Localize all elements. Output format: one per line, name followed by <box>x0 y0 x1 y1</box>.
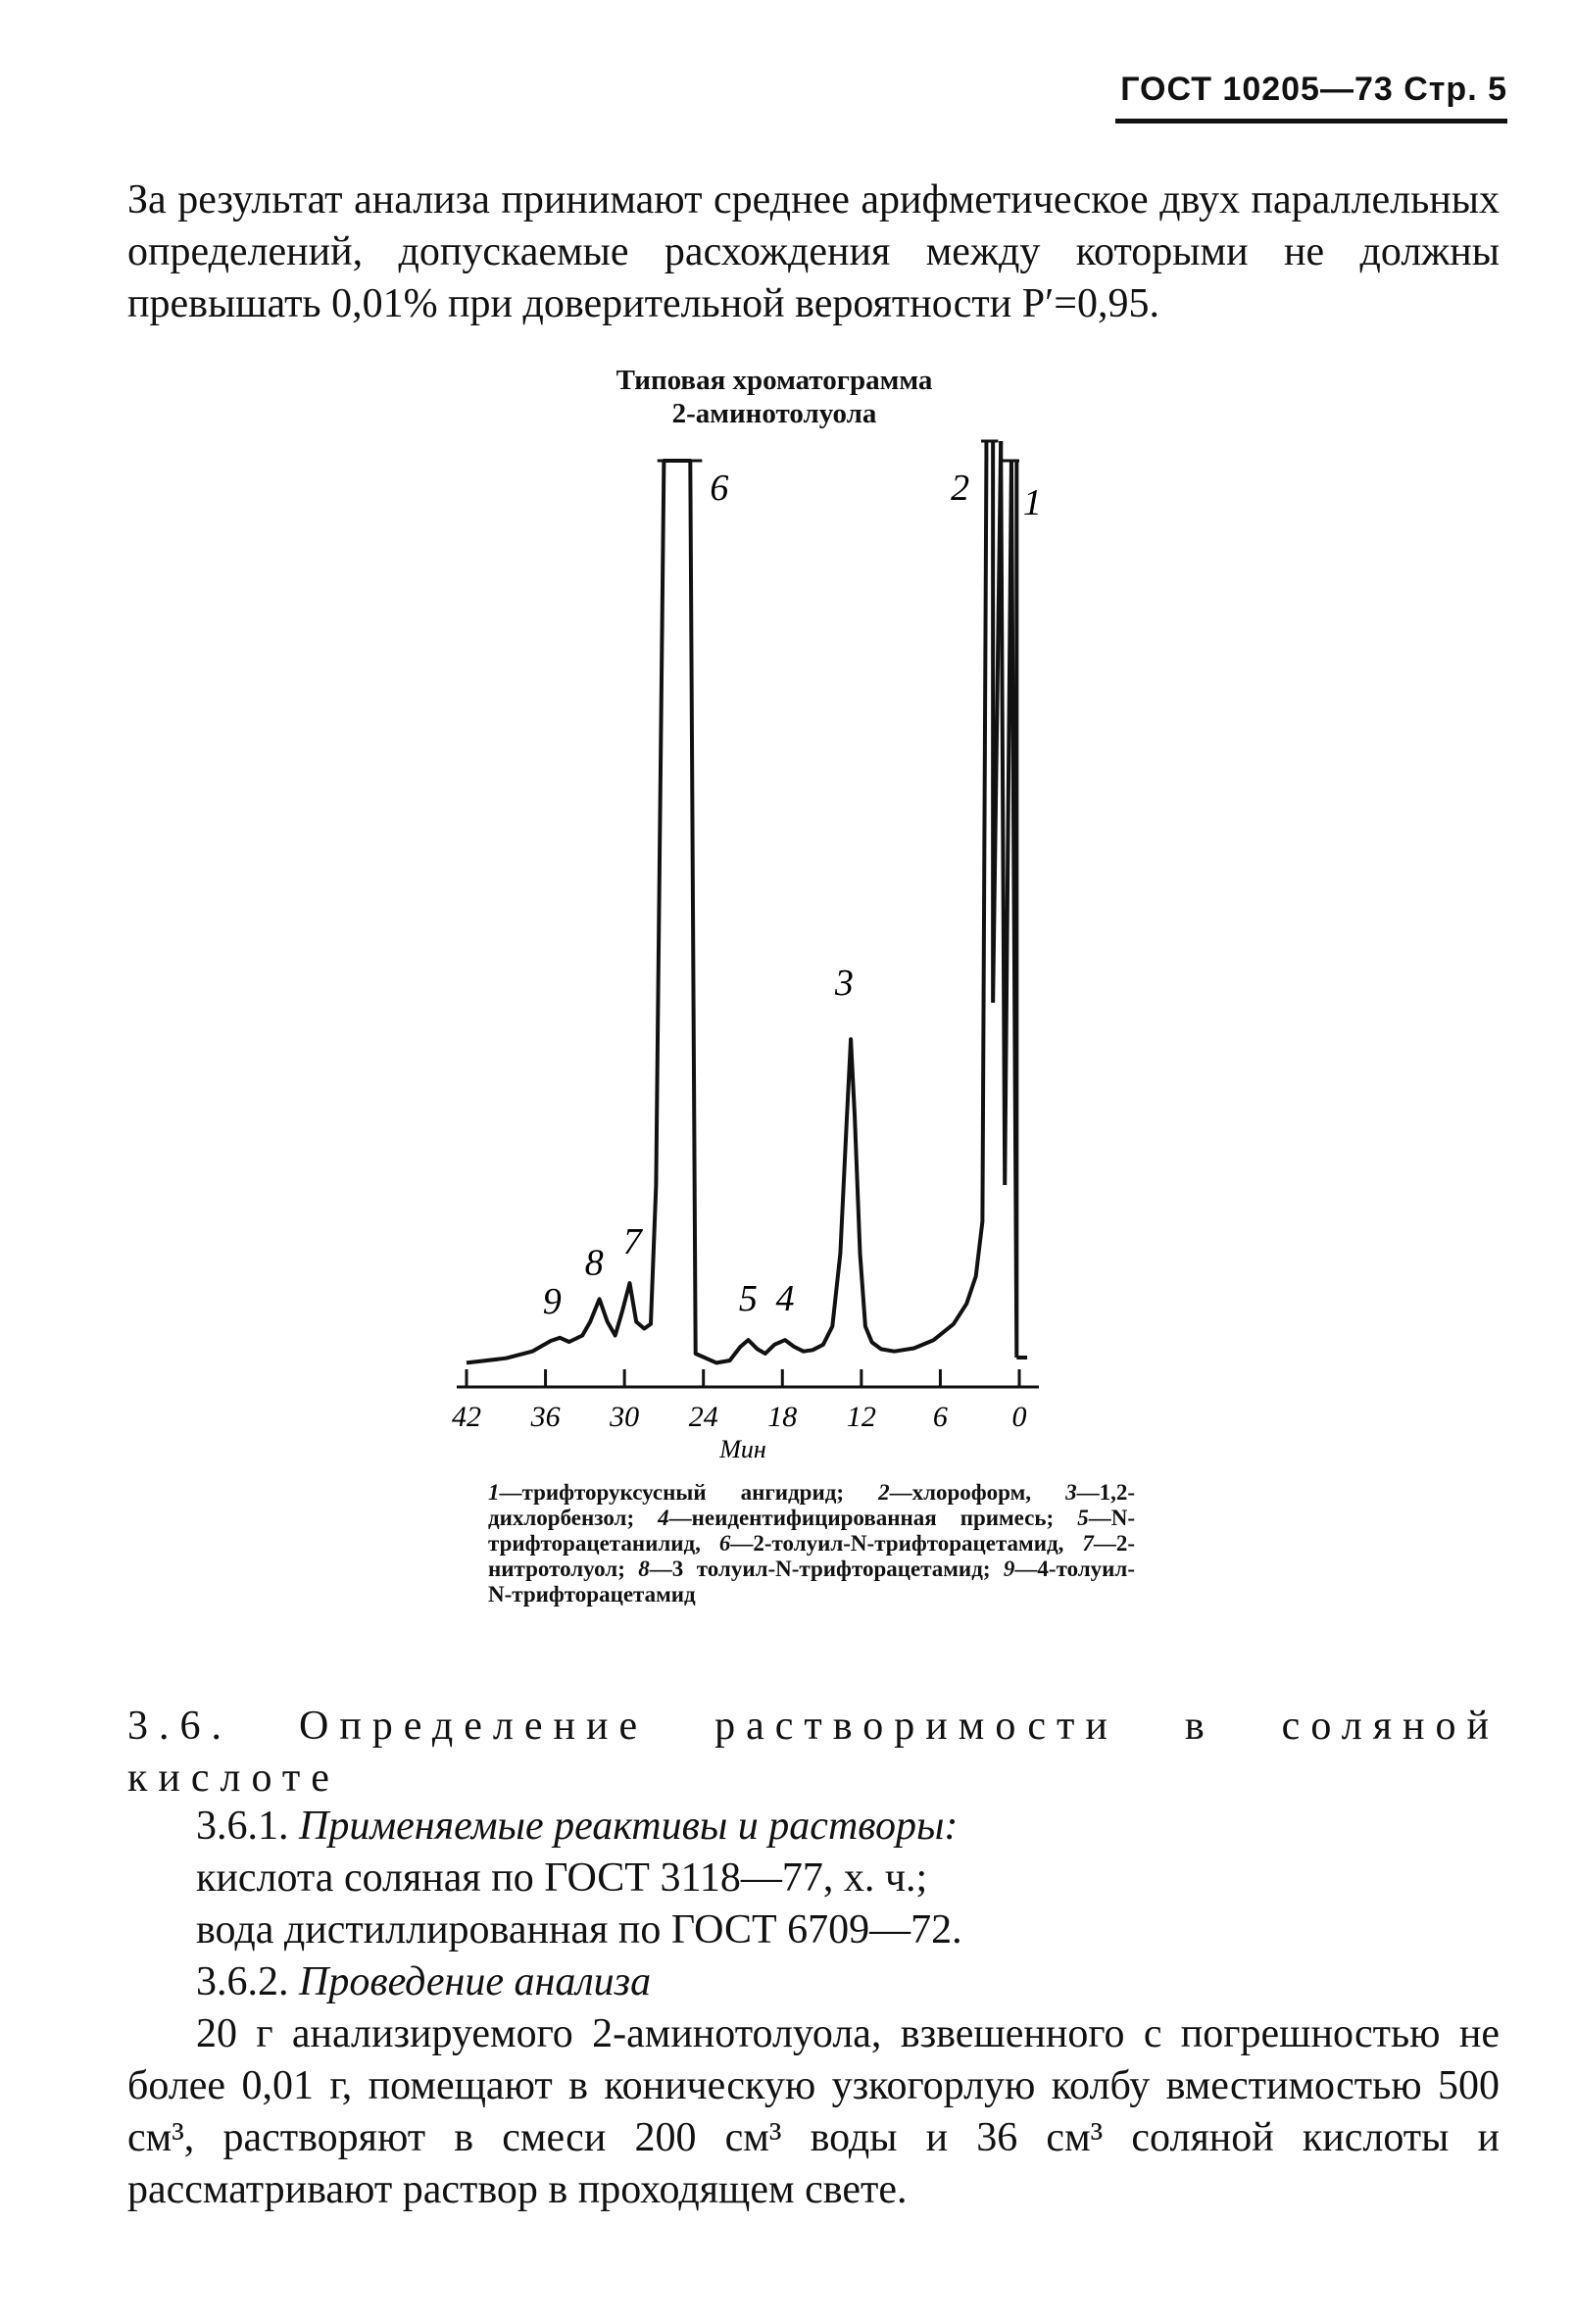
reagent-1: кислота соляная по ГОСТ 3118—77, х. ч.; <box>196 1855 928 1901</box>
legend-number-1: 1 <box>488 1480 500 1505</box>
x-tick-label-24: 24 <box>688 1401 718 1433</box>
x-tick-label-0: 0 <box>1011 1401 1027 1433</box>
subsection-3-6-2-number: 3.6.2. <box>196 1959 299 2004</box>
reagent-2: вода дистиллированная по ГОСТ 6709—72. <box>196 1907 962 1953</box>
x-tick-label-12: 12 <box>846 1401 876 1433</box>
peak-label-4: 4 <box>775 1278 795 1320</box>
peak-1-trace <box>1001 441 1016 1358</box>
chart-legend <box>488 1480 1135 1607</box>
x-axis-label: Мин <box>719 1435 766 1463</box>
legend-number-9: 9 <box>1003 1557 1015 1581</box>
peak-label-8: 8 <box>584 1242 604 1284</box>
subsection-3-6-1-number: 3.6.1. <box>196 1804 299 1849</box>
subsection-3-6-1 <box>196 1801 1500 1853</box>
section-3-6-title <box>127 1701 1500 1805</box>
peak-label-1: 1 <box>1022 482 1042 523</box>
legend-text-4: —неидентифицированная примесь; <box>668 1506 1078 1530</box>
legend-number-7: 7 <box>1082 1531 1094 1556</box>
peak-label-2: 2 <box>951 468 970 509</box>
intro-paragraph: За результат анализа принимают среднее арифметическое двух параллельных определений, допускаемые расхождения между которыми не должны превышать 0,01% при доверительной вероятности P′=0,95. <box>127 177 1500 326</box>
peak-label-3: 3 <box>834 963 854 1005</box>
peak-label-7: 7 <box>622 1220 642 1262</box>
page-header: ГОСТ 10205—73 Стр. 5 <box>1115 71 1507 124</box>
legend-number-3: 3 <box>1065 1480 1077 1505</box>
legend-number-5: 5 <box>1077 1506 1089 1530</box>
peak-label-6: 6 <box>710 468 729 509</box>
x-tick-label-42: 42 <box>452 1401 481 1433</box>
subsection-3-6-1-title: Применяемые реактивы и растворы: <box>299 1804 959 1849</box>
legend-number-4: 4 <box>658 1506 669 1530</box>
chart-title-line-1: Типовая хроматограмма <box>615 365 933 396</box>
subsection-3-6-2-title: Проведение анализа <box>299 1959 652 2004</box>
x-tick-label-30: 30 <box>610 1401 640 1433</box>
procedure-paragraph: 20 г анализируемого 2-аминотолуола, взвешенного с погрешностью не более 0,01 г, помещают в коническую узкогорлую колбу вместимостью 500 см³, растворяют в смеси 200 см³ воды и 36 см³ соляной кислоты и рассматривают раствор в проходящем свете. <box>127 2011 1500 2212</box>
legend-text-8: —3 толуил-N-трифторацетамид; <box>649 1557 1004 1581</box>
peak-label-9: 9 <box>542 1280 562 1322</box>
legend-text-7: —2-нитротолуол; <box>488 1531 1135 1581</box>
x-tick-label-36: 36 <box>530 1401 561 1433</box>
peak-label-5: 5 <box>738 1278 758 1320</box>
chart-title-line-2: 2-аминотолуола <box>671 398 877 429</box>
legend-text-6: —2-толуил-N-трифторацетамид, <box>730 1531 1083 1556</box>
legend-number-6: 6 <box>718 1531 731 1556</box>
subsection-3-6-2 <box>196 1956 1500 2008</box>
legend-number-8: 8 <box>638 1557 650 1581</box>
legend-text-2: —хлороформ, <box>889 1480 1066 1505</box>
legend-text-1: —трифторуксусный ангидрид; <box>499 1480 879 1505</box>
chromatogram-chart <box>421 431 1107 1470</box>
legend-number-2: 2 <box>878 1480 890 1505</box>
x-tick-label-6: 6 <box>932 1401 948 1433</box>
section-3-6-title-text: 3.6. Определение растворимости в соляной кислоте <box>127 1704 1500 1801</box>
x-tick-label-18: 18 <box>767 1401 798 1433</box>
legend-text-9: —4-толуил-N-трифторацетамид <box>488 1557 1135 1607</box>
legend-text-3: —1,2-дихлорбензол; <box>488 1480 1135 1530</box>
legend-text-5: —N-трифторацетанилид, <box>488 1506 1135 1556</box>
chromatogram-trace <box>467 461 986 1362</box>
